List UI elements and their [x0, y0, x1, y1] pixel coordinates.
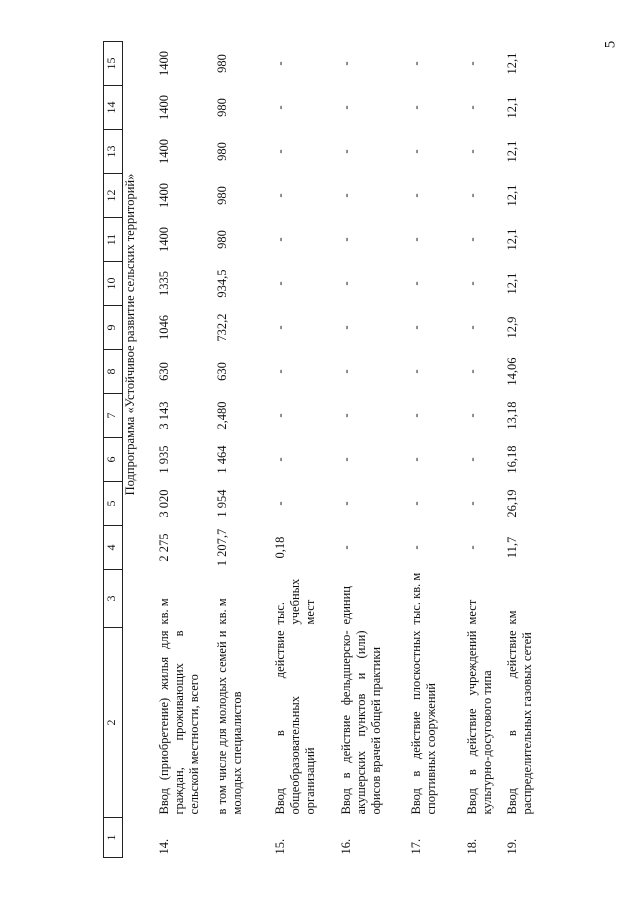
column-header: 5	[104, 482, 123, 526]
row-number: 15.	[273, 838, 287, 855]
value-cell: -	[273, 413, 287, 418]
unit-of-measure: кв. м	[215, 598, 229, 625]
value-cell: 980	[215, 142, 229, 161]
column-header: 14	[104, 86, 123, 130]
value-cell: -	[273, 325, 287, 330]
value-cell: -	[339, 501, 353, 506]
value-cell: 1400	[157, 139, 171, 164]
value-cell: -	[273, 193, 287, 198]
value-cell: 3 020	[157, 489, 171, 518]
row-number: 18.	[465, 838, 479, 855]
value-cell: 1 954	[215, 489, 229, 518]
value-cell: -	[409, 413, 423, 418]
value-cell: -	[465, 281, 479, 286]
value-cell: 12,9	[505, 316, 519, 339]
value-cell: 1046	[157, 315, 171, 340]
table-row	[215, 42, 273, 858]
table-row	[157, 42, 215, 858]
value-cell: -	[465, 193, 479, 198]
value-cell: -	[409, 61, 423, 66]
value-cell: 630	[157, 362, 171, 381]
column-header: 4	[104, 526, 123, 570]
value-cell: 14,06	[505, 357, 519, 386]
indicator-name: Ввод в действие плоскостных спортивных сооружений	[409, 630, 438, 815]
value-cell: 26,19	[505, 489, 519, 518]
column-header: 3	[104, 570, 123, 628]
value-cell: -	[409, 501, 423, 506]
value-cell: 1400	[157, 227, 171, 252]
value-cell: -	[465, 105, 479, 110]
value-cell: -	[465, 413, 479, 418]
value-cell: -	[465, 61, 479, 66]
value-cell: 12,1	[505, 96, 519, 119]
value-cell: 13,18	[505, 401, 519, 430]
value-cell: -	[273, 457, 287, 462]
indicator-name: в том числе для молодых семей и молодых специалистов	[215, 630, 244, 815]
subprogram-row	[123, 42, 158, 858]
unit-of-measure: единиц	[339, 585, 353, 625]
row-number: 17.	[409, 838, 423, 855]
subprogram-title: Подпрограмма «Устойчивое развитие сельских территорий»	[123, 173, 137, 496]
value-cell: -	[339, 457, 353, 462]
value-cell: -	[465, 457, 479, 462]
value-cell: -	[273, 281, 287, 286]
value-cell: -	[409, 193, 423, 198]
value-cell: -	[409, 105, 423, 110]
value-cell: 1400	[157, 183, 171, 208]
table-row	[339, 42, 409, 858]
value-cell: -	[465, 237, 479, 242]
value-cell: 1335	[157, 271, 171, 296]
unit-of-measure: мест	[465, 599, 479, 625]
value-cell: -	[273, 237, 287, 242]
indicator-name: Ввод в действие учреждений культурно-досугового типа	[465, 630, 494, 815]
value-cell: -	[339, 413, 353, 418]
unit-of-measure: тыс. кв. м	[409, 572, 423, 625]
row-number: 14.	[157, 838, 171, 855]
value-cell: 980	[215, 230, 229, 249]
value-cell: 1 935	[157, 445, 171, 474]
value-cell: -	[465, 325, 479, 330]
column-header: 8	[104, 350, 123, 394]
column-header: 2	[104, 628, 123, 818]
value-cell: -	[273, 61, 287, 66]
value-cell: 12,1	[505, 52, 519, 75]
value-cell: -	[409, 369, 423, 374]
value-cell: -	[273, 369, 287, 374]
value-cell: 12,1	[505, 184, 519, 207]
value-cell: 12,1	[505, 140, 519, 163]
value-cell: -	[409, 149, 423, 154]
value-cell: -	[273, 105, 287, 110]
value-cell: 980	[215, 98, 229, 117]
table-row	[505, 42, 557, 858]
column-header: 15	[104, 42, 123, 86]
value-cell: 12,1	[505, 272, 519, 295]
value-cell: -	[339, 149, 353, 154]
table-row	[273, 42, 339, 858]
value-cell: 3 143	[157, 401, 171, 430]
value-cell: -	[409, 325, 423, 330]
value-cell: 2,480	[215, 401, 229, 430]
value-cell: 2 275	[157, 533, 171, 562]
value-cell: -	[409, 281, 423, 286]
value-cell: -	[409, 545, 423, 550]
column-header-row	[104, 42, 123, 858]
value-cell: 732,2	[215, 313, 229, 342]
column-header: 11	[104, 218, 123, 262]
row-number: 16.	[339, 838, 353, 855]
value-cell: 1400	[157, 95, 171, 120]
row-number: 19.	[505, 838, 519, 855]
value-cell: 0,18	[273, 536, 287, 559]
value-cell: 11,7	[505, 536, 519, 559]
rotated-table-container	[103, 42, 534, 858]
value-cell: -	[339, 193, 353, 198]
value-cell: 16,18	[505, 445, 519, 474]
row-number	[215, 818, 273, 858]
column-header: 6	[104, 438, 123, 482]
column-header: 1	[104, 818, 123, 858]
value-cell: 1 207,7	[215, 528, 229, 567]
value-cell: -	[409, 237, 423, 242]
value-cell: -	[465, 149, 479, 154]
unit-of-measure: тыс. учебных мест	[273, 578, 317, 625]
value-cell: -	[465, 369, 479, 374]
table-row	[465, 42, 505, 858]
value-cell: 1 464	[215, 445, 229, 474]
value-cell: 980	[215, 54, 229, 73]
value-cell: -	[339, 325, 353, 330]
value-cell: 12,1	[505, 228, 519, 251]
value-cell: -	[465, 545, 479, 550]
value-cell: -	[339, 237, 353, 242]
value-cell: -	[339, 369, 353, 374]
column-header: 9	[104, 306, 123, 350]
value-cell: 630	[215, 362, 229, 381]
table-row	[409, 42, 465, 858]
unit-of-measure: кв. м	[157, 598, 171, 625]
page-number: 5	[602, 40, 619, 49]
indicator-name: Ввод в действие фельдшерско-акушерских пунктов и (или) офисов врачей общей практики	[339, 630, 383, 815]
value-cell: -	[339, 281, 353, 286]
value-cell: -	[465, 501, 479, 506]
column-header: 12	[104, 174, 123, 218]
value-cell: -	[339, 105, 353, 110]
value-cell: -	[273, 501, 287, 506]
value-cell: 1400	[157, 51, 171, 76]
indicator-name: Ввод (приобретение) жилья для граждан, проживающих в сельской местности, всего	[157, 630, 201, 815]
value-cell: -	[339, 61, 353, 66]
indicator-name: Ввод в действие общеобразовательных организаций	[273, 630, 317, 815]
column-header: 10	[104, 262, 123, 306]
value-cell: 934,5	[215, 269, 229, 298]
value-cell: 980	[215, 186, 229, 205]
value-cell: -	[339, 545, 353, 550]
indicator-name: Ввод в действие распределительных газовых сетей	[505, 630, 534, 815]
column-header: 13	[104, 130, 123, 174]
value-cell: -	[273, 149, 287, 154]
column-header: 7	[104, 394, 123, 438]
unit-of-measure: км	[505, 610, 519, 625]
indicators-table	[103, 41, 557, 858]
value-cell: -	[409, 457, 423, 462]
